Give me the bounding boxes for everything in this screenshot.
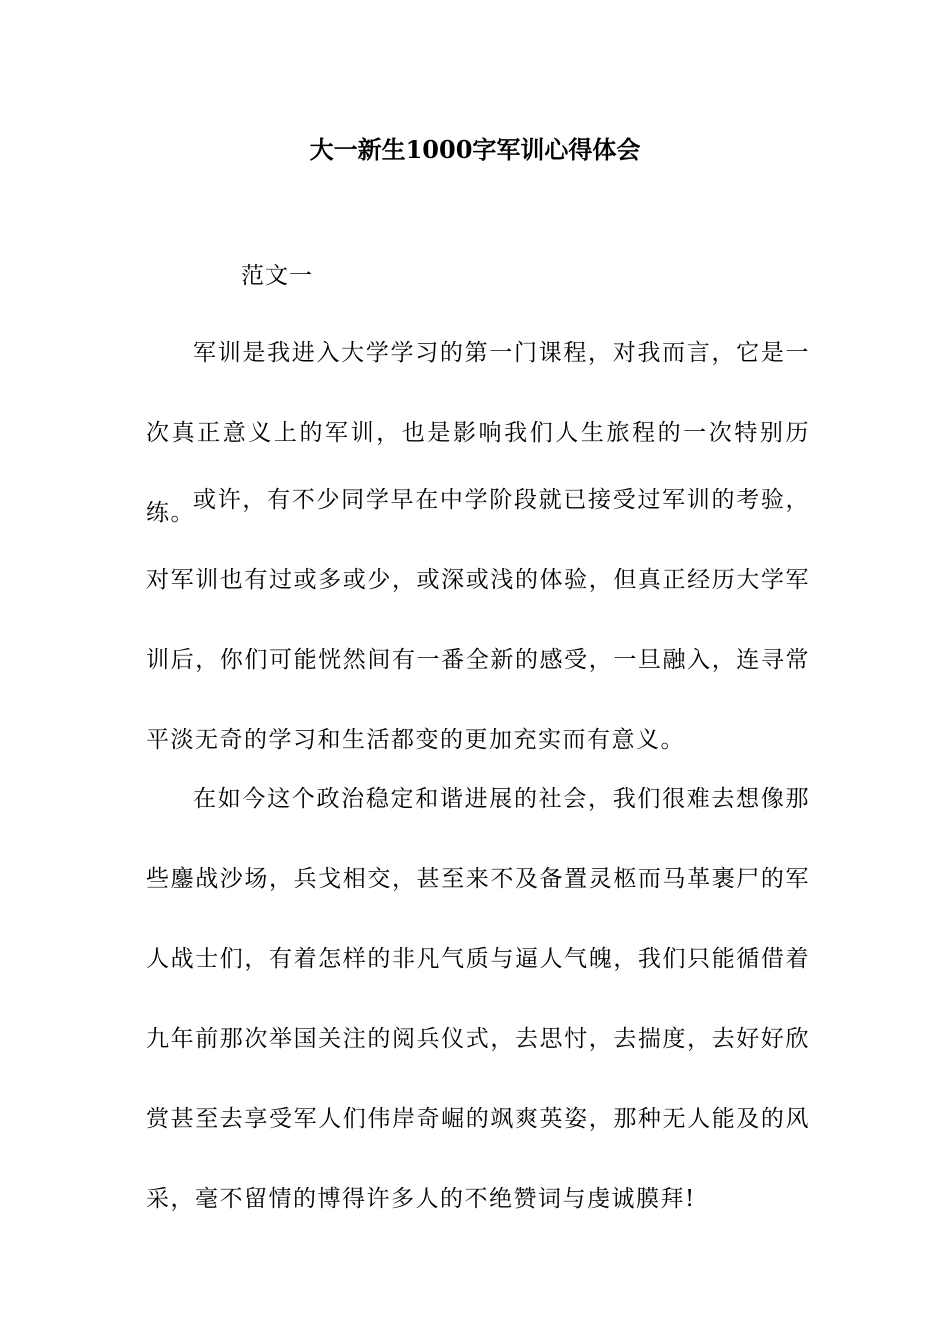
paragraph-1: 军训是我进入大学学习的第一门课程，对我而言，它是一次真正意义上的军训，也是影响我们人生旅程的一次特别历练。 <box>146 340 810 526</box>
section-subheading: 范文一 <box>241 263 313 289</box>
paragraph-3: 在如今这个政治稳定和谐进展的社会，我们很难去想像那些鏖战沙场，兵戈相交，甚至来不及备置灵柩而马革裹尸的军人战士们，有着怎样的非凡气质与逼人气魄，我们只能循借着九年前那次举国关注的阅兵仪式，去思忖，去揣度，去好好欣赏甚至去享受军人们伟岸奇崛的飒爽英姿，那种无人能及的风采，毫不留情的博得许多人的不绝赞词与虔诚膜拜! <box>146 786 810 1212</box>
document-title: 大一新生1000字军训心得体会 <box>309 135 641 164</box>
paragraph-2: 或许，有不少同学早在中学阶段就已接受过军训的考验，对军训也有过或多或少，或深或浅的体验，但真正经历大学军训后，你们可能恍然间有一番全新的感受，一旦融入，连寻常平淡无奇的学习和生活都变的更加充实而有意义。 <box>146 487 810 753</box>
